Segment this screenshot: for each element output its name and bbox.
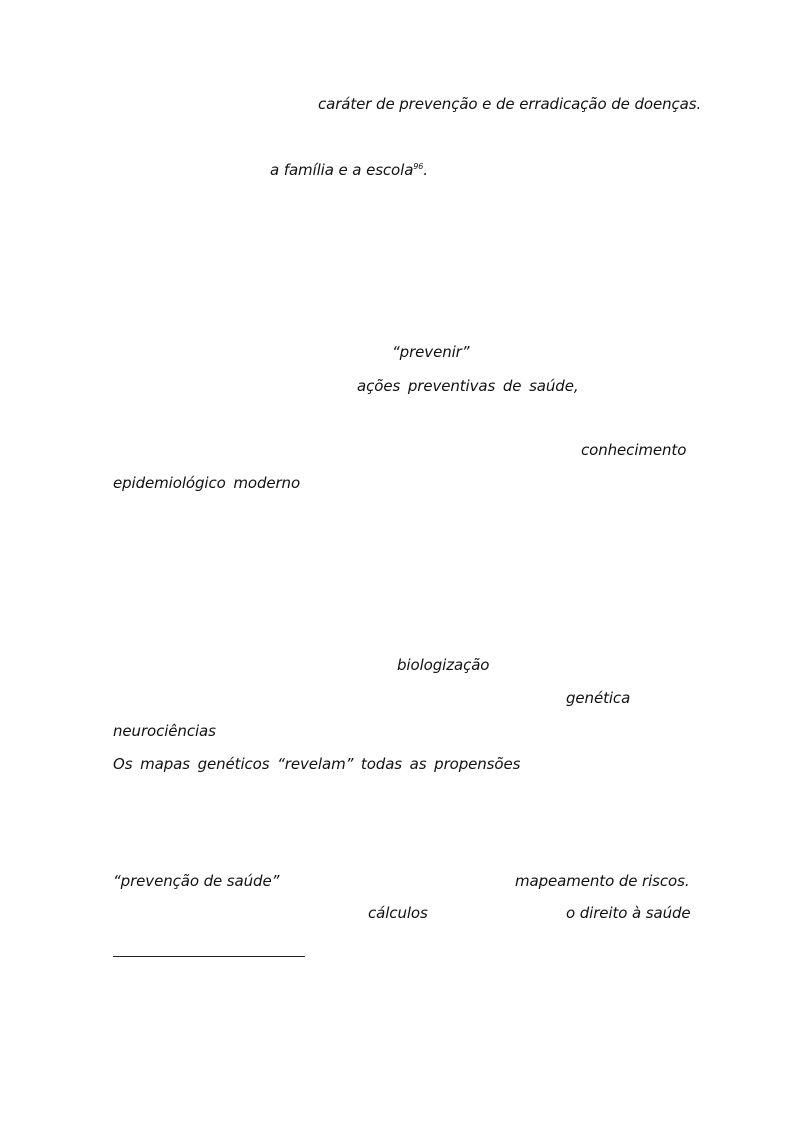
text-fragment-neurociencias: neurociências	[113, 722, 216, 740]
text-fragment-mapeamento-de-riscos: mapeamento de riscos.	[515, 872, 690, 890]
text-fragment-biologizacao: biologização	[397, 656, 490, 674]
familia-escola-period: .	[423, 161, 428, 179]
text-fragment-familia-escola	[270, 160, 428, 180]
familia-escola-text: a família e a escola	[270, 161, 414, 179]
text-fragment-genetica: genética	[566, 689, 631, 707]
text-fragment-prevencao-de-saude: “prevenção de saúde”	[113, 872, 280, 890]
text-fragment-prevenir: “prevenir”	[392, 343, 470, 361]
footnote-separator-line	[113, 956, 305, 957]
text-fragment-prevencao-erradicacao: caráter de prevenção e de erradicação de doenças.	[318, 95, 702, 113]
text-fragment-mapas-geneticos: Os mapas genéticos “revelam” todas as propensões	[113, 755, 521, 773]
text-fragment-conhecimento: conhecimento	[581, 441, 687, 459]
text-fragment-direito-a-saude: o direito à saúde	[566, 904, 691, 922]
footnote-marker-96: 96	[413, 162, 424, 171]
text-fragment-calculos: cálculos	[368, 904, 428, 922]
text-fragment-acoes-preventivas: ações preventivas de saúde,	[357, 377, 579, 395]
text-fragment-epidemiologico-moderno: epidemiológico moderno	[113, 474, 301, 492]
